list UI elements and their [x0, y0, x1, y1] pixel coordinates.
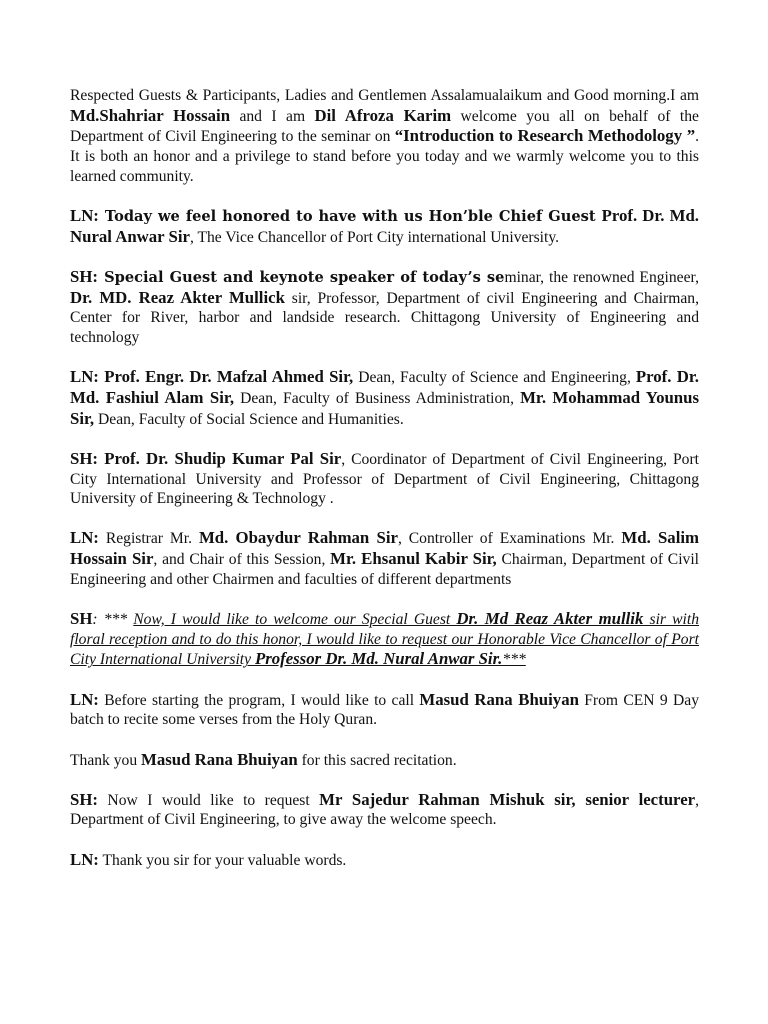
- text-segment: Mr. Mohammad Younus Sir,: [70, 387, 699, 428]
- text-segment: Prof. Dr. Md. Nural Anwar Sir: [70, 206, 699, 246]
- text-segment: Masud Rana Bhuiyan: [419, 689, 579, 709]
- paragraph: [70, 690, 699, 730]
- text-segment: welcome you all on behalf of the Department of Civil Engineering to the seminar on: [70, 107, 699, 146]
- text-segment: Dean, Faculty of Social Science and Humanities.: [94, 410, 404, 428]
- text-segment: : ***: [92, 611, 134, 629]
- text-segment: Md. Salim Hossain Sir: [70, 528, 700, 569]
- text-segment: LN: Prof. Engr. Dr. Mafzal Ahmed Sir,: [70, 367, 354, 387]
- text-segment: From CEN 9 Day batch to recite some verses from the Holy Quran.: [70, 691, 699, 729]
- text-segment: Today we feel honored to have with us Hon’ble Chief Guest: [98, 208, 602, 226]
- text-segment: SH:: [70, 789, 98, 809]
- paragraph: [70, 850, 699, 871]
- text-segment: . It is both an honor and a privilege to stand before you today and we warmly welcome you to this learned community.: [70, 128, 700, 185]
- text-segment: SH: Prof. Dr. Shudip Kumar Pal Sir: [70, 448, 342, 468]
- document-page: [70, 86, 699, 890]
- text-segment: SH: [70, 609, 93, 629]
- text-segment: Md.Shahriar Hossain: [70, 105, 231, 125]
- text-segment: for this sacred recitation.: [297, 751, 457, 769]
- text-segment: LN:: [70, 689, 99, 709]
- text-segment: LN:: [70, 849, 99, 869]
- text-segment: Respected Guests & Participants, Ladies and Gentlemen Assalamualaikum and Good morning.I am: [70, 87, 699, 104]
- text-segment: , Coordinator of Department of Civil Engineering, Port City International University and Professor of Department of Civil Engineering, Chittagong University of Engineering & Technology .: [70, 450, 699, 508]
- text-segment: “Introduction to Research Methodology ”: [394, 126, 696, 146]
- paragraph: [70, 367, 699, 429]
- paragraph: [70, 528, 699, 589]
- text-segment: , The Vice Chancellor of Port City international University.: [189, 228, 560, 246]
- text-segment: Before starting the program, I would like to call: [98, 691, 420, 709]
- text-segment: Dean, Faculty of Science and Engineering,: [353, 369, 636, 387]
- paragraph: [70, 267, 699, 348]
- paragraph: [70, 609, 699, 670]
- text-segment: , and Chair of this Session,: [153, 551, 331, 569]
- text-segment: Dil Afroza Karim: [314, 105, 452, 125]
- text-segment: sir, Professor, Department of civil Engineering and Chairman, Center for River, harbor and landside research. Chittagong University of Engineering and technology: [70, 289, 699, 347]
- text-segment: Mr Sajedur Rahman Mishuk sir, senior lecturer: [319, 789, 696, 809]
- text-segment: Dr. MD. Reaz Akter Mullick: [70, 287, 285, 307]
- text-segment: and I am: [230, 107, 315, 125]
- text-segment: Professor Dr. Md. Nural Anwar Sir.: [254, 649, 503, 669]
- text-segment: Thank you sir for your valuable words.: [98, 851, 347, 869]
- text-segment: Special Guest and keynote speaker of today’s se: [97, 268, 505, 286]
- paragraph: [70, 790, 699, 830]
- text-segment: LN:: [70, 528, 99, 548]
- text-segment: Dr. Md Reaz Akter mullik: [456, 609, 644, 629]
- paragraph: [70, 206, 699, 247]
- paragraph: [70, 86, 699, 187]
- text-segment: minar, the renowned Engineer,: [504, 268, 699, 286]
- text-segment: LN:: [70, 206, 99, 226]
- text-segment: Masud Rana Bhuiyan: [141, 749, 298, 769]
- text-segment: Now, I would like to welcome our Special Guest: [133, 611, 457, 629]
- paragraph: [70, 449, 699, 509]
- text-segment: , Controller of Examinations Mr.: [397, 530, 622, 548]
- text-segment: Dean, Faculty of Business Administration,: [234, 389, 521, 407]
- text-segment: , Department of Civil Engineering, to give away the welcome speech.: [70, 791, 700, 829]
- paragraph: [70, 750, 699, 771]
- text-segment: sir with floral reception and to do this honor, I would like to request our Honorable Vice Chancellor of Port City International University: [70, 611, 699, 669]
- text-segment: Mr. Ehsanul Kabir Sir,: [330, 549, 497, 569]
- text-segment: Md. Obaydur Rahman Sir: [198, 528, 398, 548]
- text-segment: Now I would like to request: [97, 791, 320, 809]
- text-segment: SH:: [70, 266, 98, 286]
- text-segment: Registrar Mr.: [98, 530, 199, 548]
- text-segment: Prof. Dr. Md. Fashiul Alam Sir,: [70, 367, 699, 407]
- text-segment: ***: [502, 651, 526, 669]
- text-segment: Thank you: [70, 751, 142, 769]
- text-segment: Chairman, Department of Civil Engineering and other Chairmen and faculties of different departments: [70, 551, 700, 588]
